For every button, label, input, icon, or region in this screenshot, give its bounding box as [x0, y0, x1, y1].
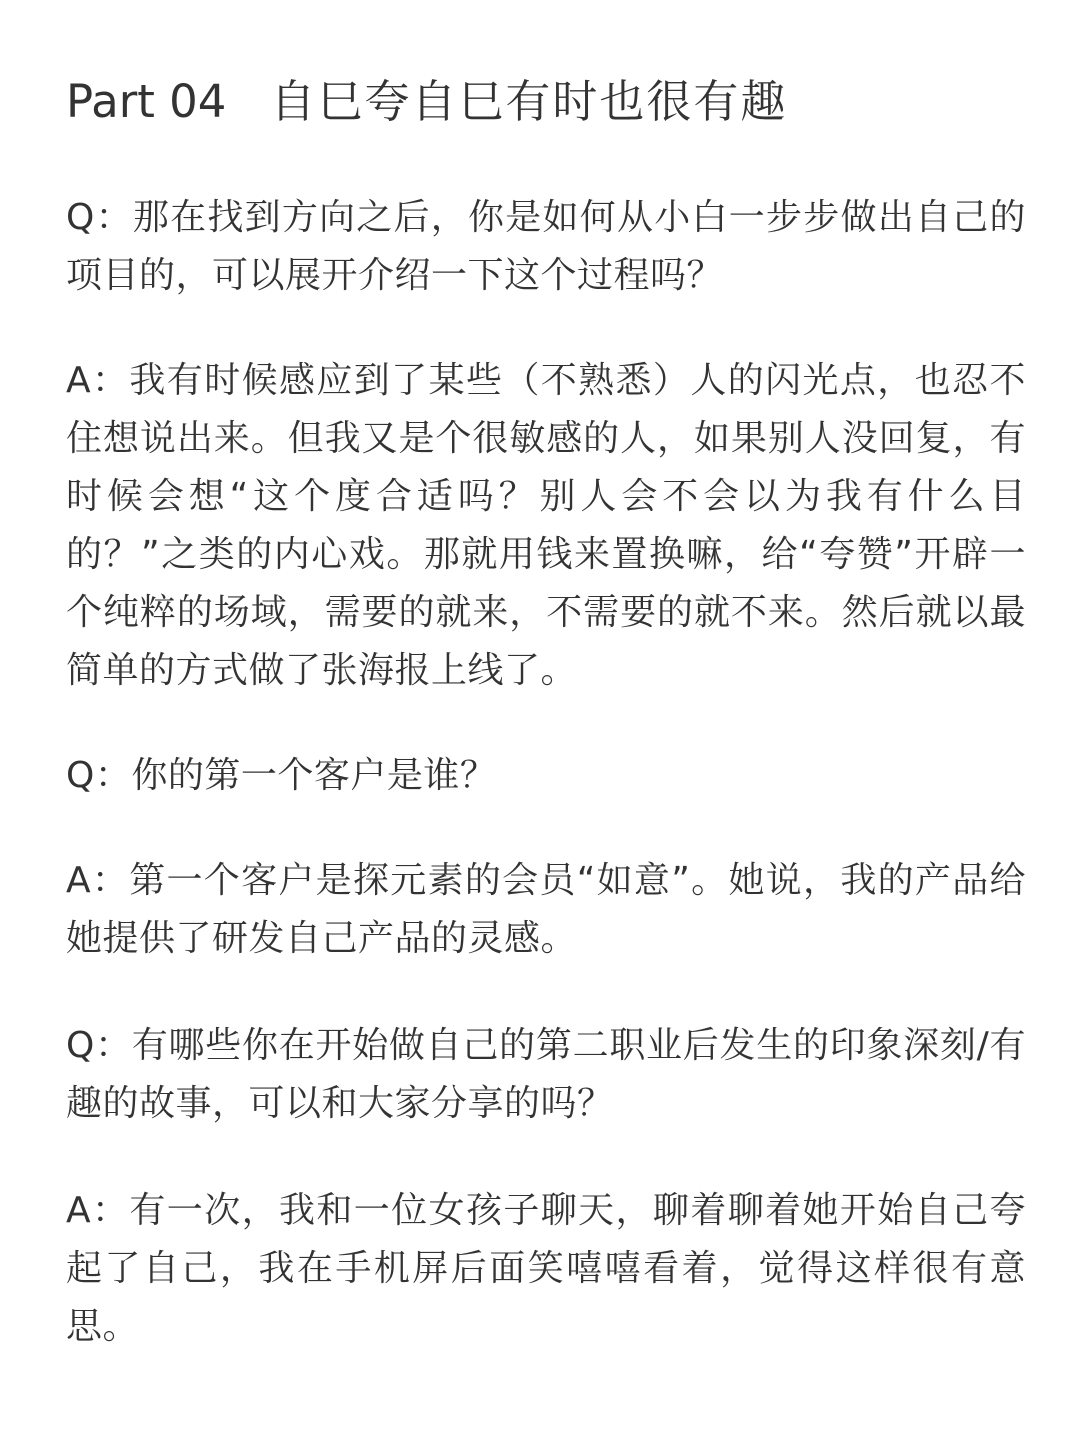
question-paragraph: Q：那在找到方向之后，你是如何从小白一步步做出自己的项目的，可以展开介绍一下这个过程吗？ [66, 197, 1026, 296]
answer-paragraph: A：第一个客户是探元素的会员“如意”。她说，我的产品给她提供了研发自己产品的灵感。 [66, 860, 1026, 959]
question-paragraph: Q：你的第一个客户是谁？ [66, 755, 497, 796]
part-number: Part 04 [66, 75, 227, 128]
section-heading: 自巳夸自巳有时也很有趣 [270, 75, 788, 128]
section-title [66, 72, 787, 132]
question-paragraph: Q：有哪些你在开始做自己的第二职业后发生的印象深刻/有趣的故事，可以和大家分享的吗？ [66, 1025, 1026, 1124]
answer-paragraph: A：有一次，我和一位女孩子聊天，聊着聊着她开始自己夸起了自己，我在手机屏后面笑嘻嘻看着，觉得这样很有意思。 [66, 1190, 1026, 1347]
answer-paragraph: A：我有时候感应到了某些（不熟悉）人的闪光点，也忍不住想说出来。但我又是个很敏感的人，如果别人没回复，有时候会想“这个度合适吗？别人会不会以为我有什么目的？”之类的内心戏。那就用钱来置换嘛，给“夸赞”开辟一个纯粹的场域，需要的就来，不需要的就不来。然后就以最简单的方式做了张海报上线了。 [66, 360, 1026, 691]
